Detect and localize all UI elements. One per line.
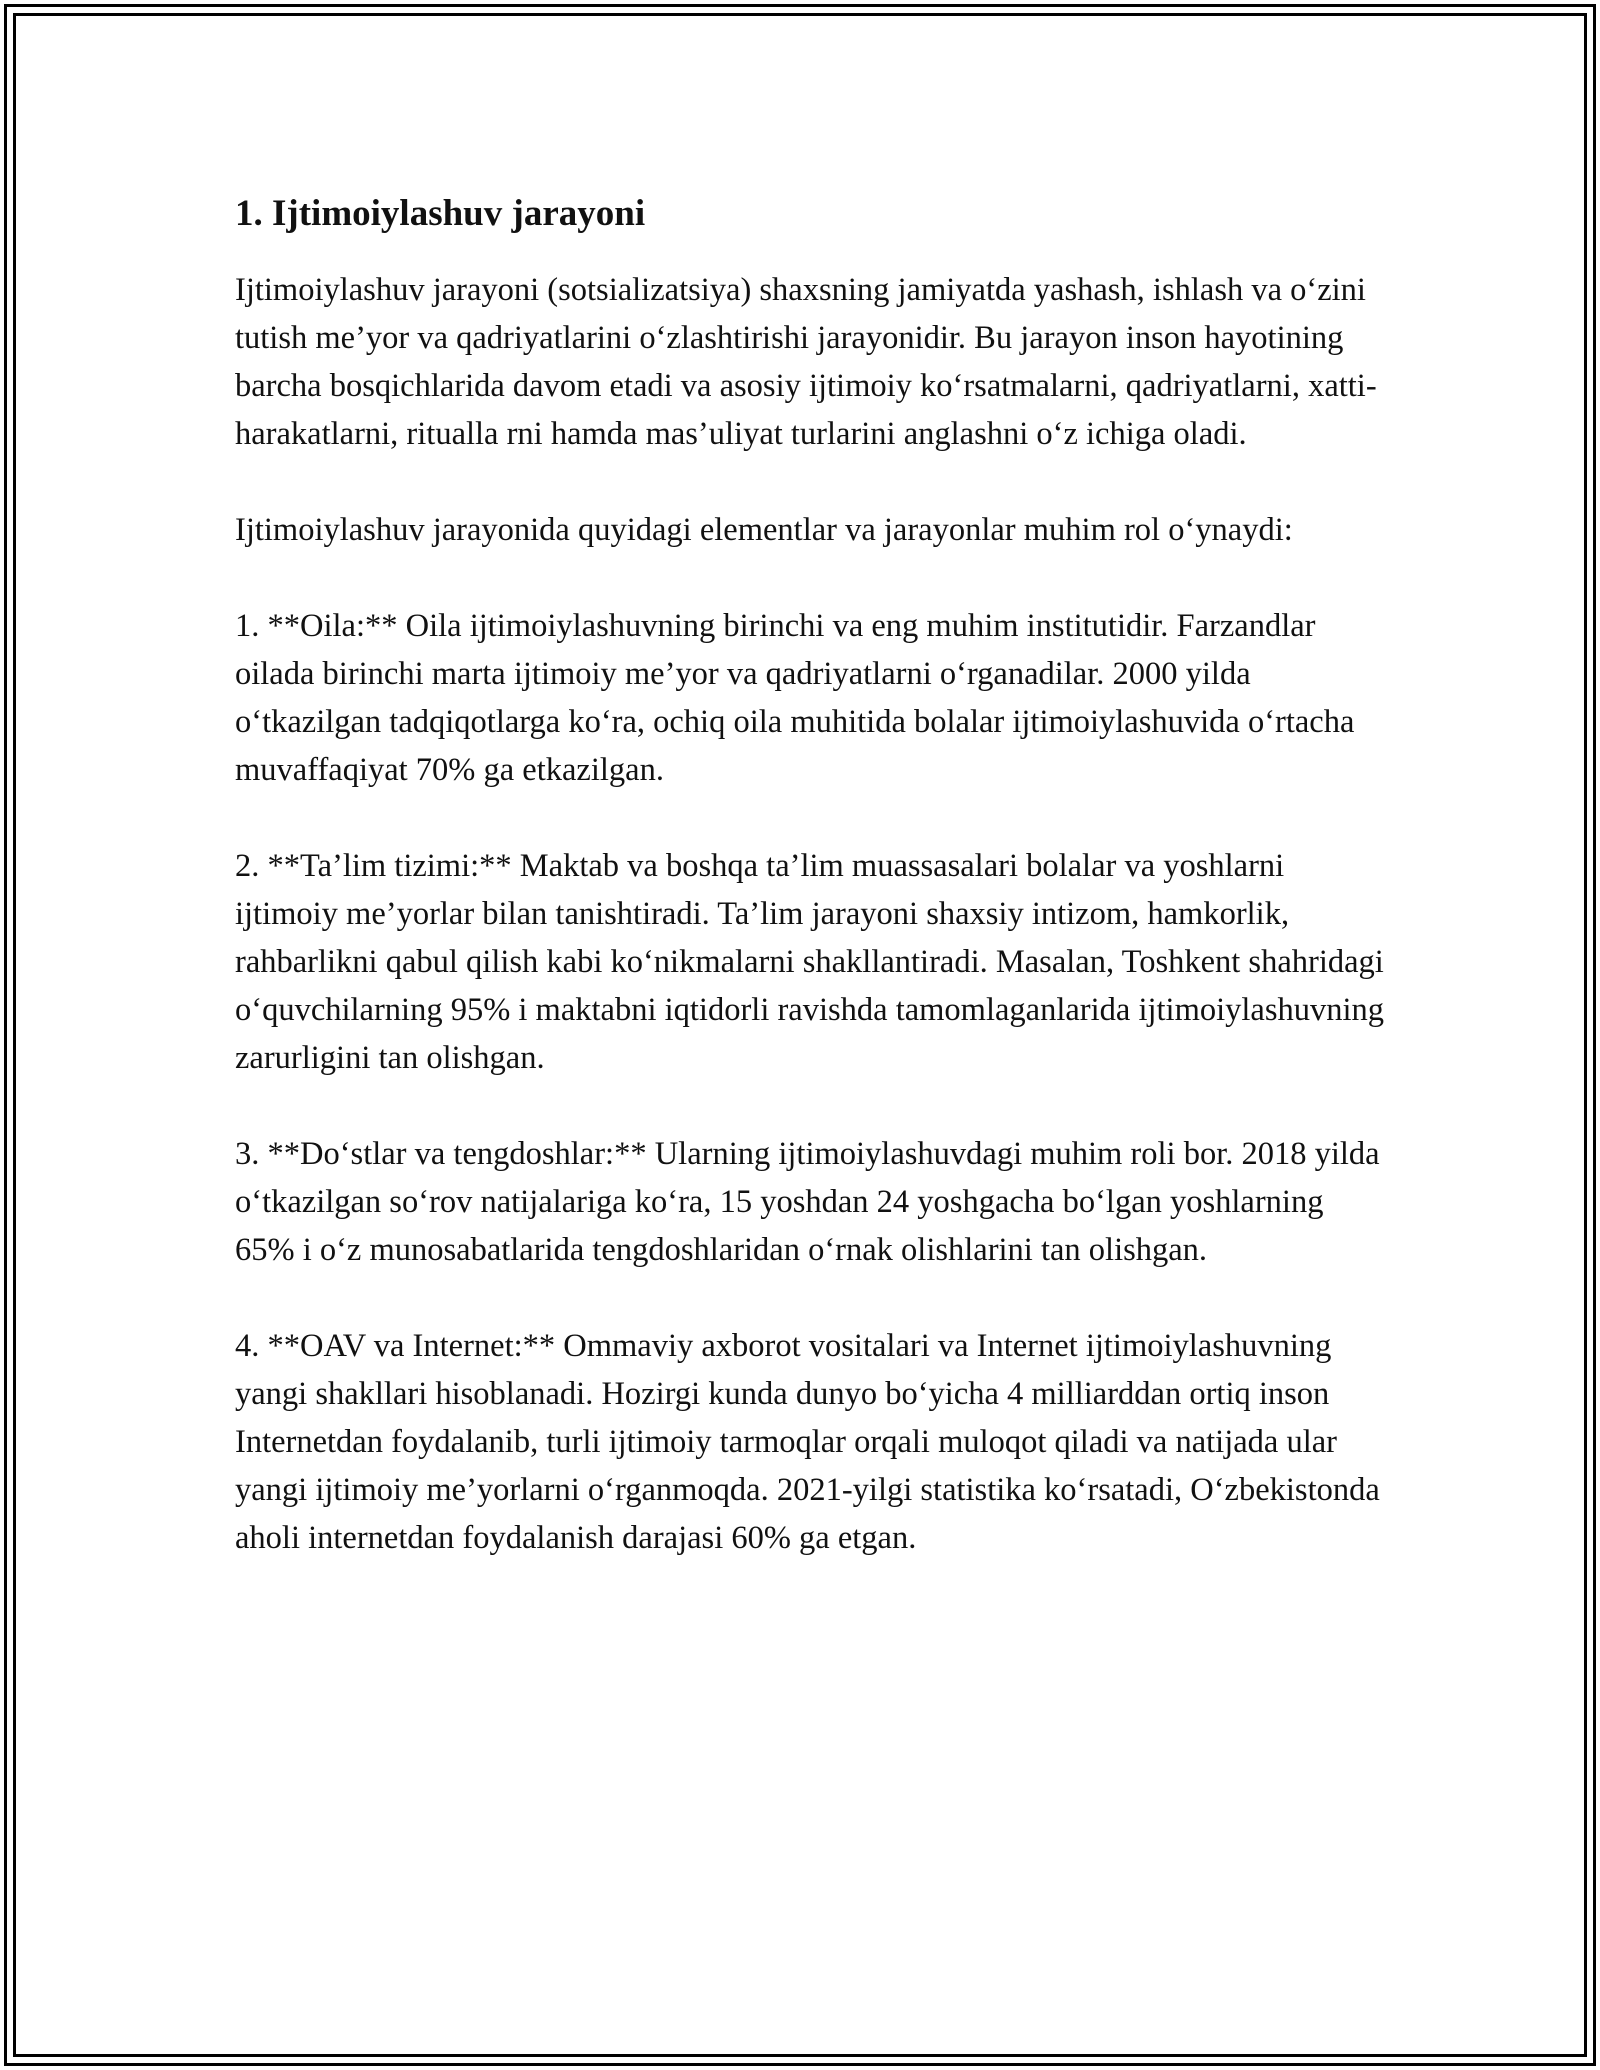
elements-intro-paragraph: Ijtimoiylashuv jarayonida quyidagi elementlar va jarayonlar muhim rol o‘ynaydi:: [235, 512, 1293, 548]
document-body: [235, 190, 1385, 1562]
item-media-paragraph: 4. **OAV va Internet:** Ommaviy axborot vositalari va Internet ijtimoiylashuvning yangi shakllari hisoblanadi. Hozirgi kunda dunyo bo‘yicha 4 milliarddan ortiq inson Internetdan foydalanib, turli ijtimoiy tarmoqlar orqali muloqot qiladi va natijada ular yangi ijtimoiy me’yorlarni o‘rganmoqda. 2021-yilgi statistika ko‘rsatadi, O‘zbekistonda aholi internetdan foydalanish darajasi 60% ga etgan.: [235, 1328, 1380, 1556]
item-family-paragraph: 1. **Oila:** Oila ijtimoiylashuvning birinchi va eng muhim institutidir. Farzandlar oilada birinchi marta ijtimoiy me’yor va qadriyatlarni o‘rganadilar. 2000 yilda o‘tkazilgan tadqiqotlarga ko‘ra, ochiq oila muhitida bolalar ijtimoiylashuvida o‘rtacha muvaffaqiyat 70% ga etkazilgan.: [235, 608, 1355, 788]
section-heading: 1. Ijtimoiylashuv jarayoni: [235, 193, 646, 234]
item-peers-paragraph: 3. **Do‘stlar va tengdoshlar:** Ularning ijtimoiylashuvdagi muhim roli bor. 2018 yilda o‘tkazilgan so‘rov natijalariga ko‘ra, 15 yoshdan 24 yoshgacha bo‘lgan yoshlarning 65% i o‘z munosabatlarida tengdoshlaridan o‘rnak olishlarini tan olishgan.: [235, 1136, 1380, 1268]
intro-paragraph: Ijtimoiylashuv jarayoni (sotsializatsiya) shaxsning jamiyatda yashash, ishlash va o‘zini tutish me’yor va qadriyatlarini o‘zlashtirishi jarayonidir. Bu jarayon inson hayotining barcha bosqichlarida davom etadi va asosiy ijtimoiy ko‘rsatmalarni, qadriyatlarni, xatti-harakatlarni, ritualla rni hamda mas’uliyat turlarini anglashni o‘z ichiga oladi.: [235, 272, 1377, 452]
item-education-paragraph: 2. **Ta’lim tizimi:** Maktab va boshqa ta’lim muassasalari bolalar va yoshlarni ijtimoiy me’yorlar bilan tanishtiradi. Ta’lim jarayoni shaxsiy intizom, hamkorlik, rahbarlikni qabul qilish kabi ko‘nikmalarni shakllantiradi. Masalan, Toshkent shahridagi o‘quvchilarning 95% i maktabni iqtidorli ravishda tamomlaganlarida ijtimoiylashuvning zarurligini tan olishgan.: [235, 848, 1385, 1076]
